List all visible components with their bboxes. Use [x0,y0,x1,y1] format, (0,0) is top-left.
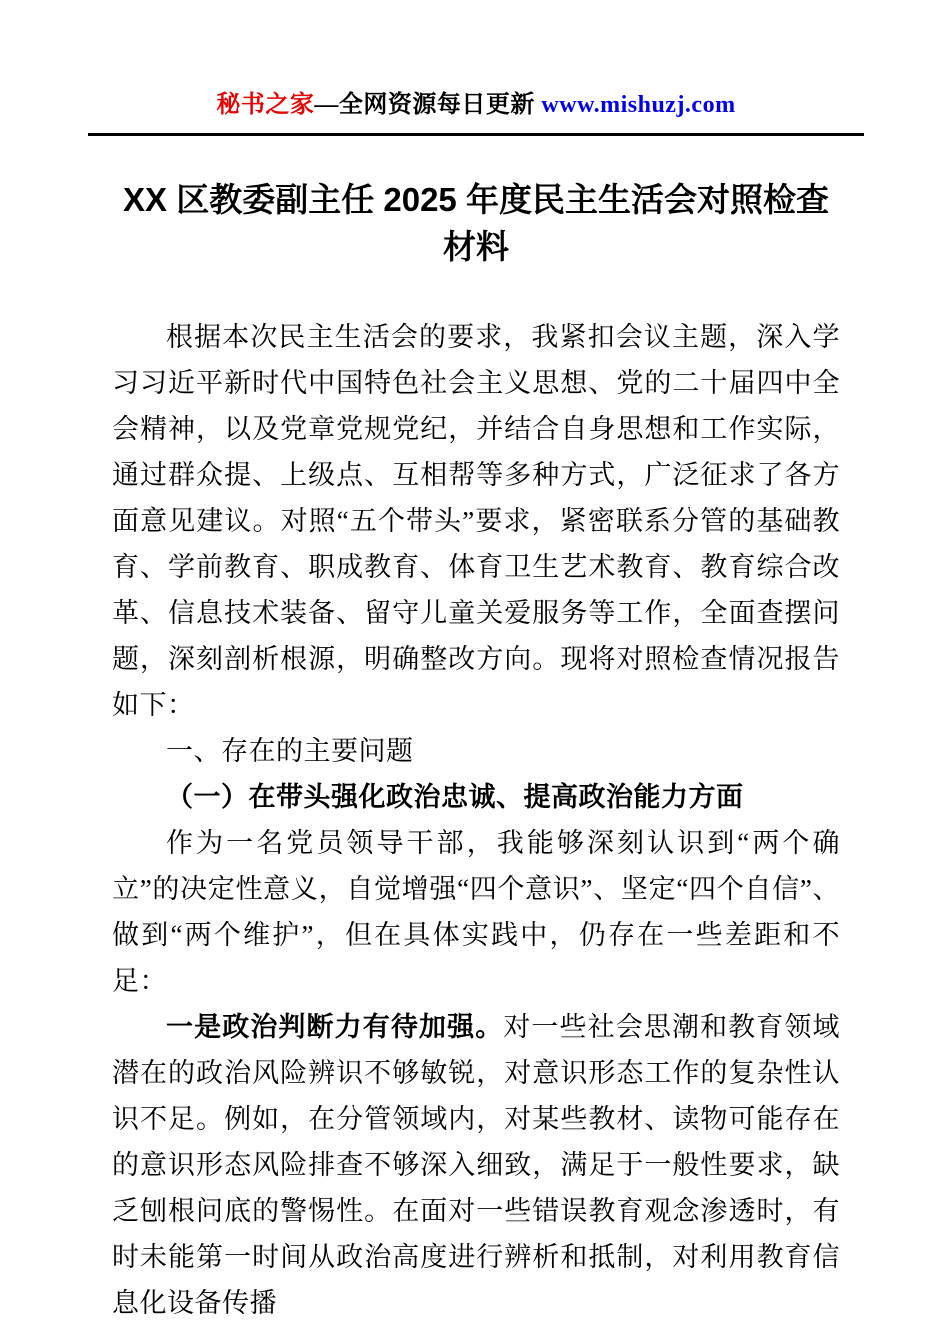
document-title: XX 区教委副主任 2025 年度民主生活会对照检查材料 [123,181,829,265]
paragraph-3-rest: 对一些社会思潮和教育领域潜在的政治风险辨识不够敏锐，对意识形态工作的复杂性认识不足。例如，在分管领域内，对某些教材、读物可能存在的意识形态风险排查不够深入细致，满足于一般性要求，缺乏刨根问底的警惕性。在面对一些错误教育观念渗透时，有时未能第一时间从政治高度进行辨析和抵制，对利用教育信息化设备传播 [112,1012,841,1318]
paragraph-intro: 根据本次民主生活会的要求，我紧扣会议主题，深入学习习近平新时代中国特色社会主义思想、党的二十届四中全会精神，以及党章党规党纪，并结合自身思想和工作实际，通过群众提、上级点、互相帮等多种方式，广泛征求了各方面意见建议。对照“五个带头”要求，紧密联系分管的基础教育、学前教育、职成教育、体育卫生艺术教育、教育综合改革、信息技术装备、留守儿童关爱服务等工作，全面查摆问题，深刻剖析根源，明确整改方向。现将对照检查情况报告如下： [112,322,840,720]
site-header [112,84,840,119]
subsection-heading-1: （一）在带头强化政治忠诚、提高政治能力方面 [166,782,744,812]
site-url-link[interactable]: www.mishuzj.com [541,92,736,118]
section-heading-1: 一、存在的主要问题 [166,736,414,766]
paragraph-3 [112,1004,840,1326]
header-divider [88,133,864,136]
paragraph-2: 作为一名党员领导干部，我能够深刻认识到“两个确立”的决定性意义，自觉增强“四个意识”、坚定“四个自信”、做到“两个维护”，但在具体实践中，仍存在一些差距和不足： [112,828,840,996]
site-tagline: —全网资源每日更新 [314,92,542,118]
site-brand: 秘书之家 [216,92,315,118]
paragraph-3-lead: 一是政治判断力有待加强。 [166,1012,504,1042]
document-body [112,314,840,1326]
